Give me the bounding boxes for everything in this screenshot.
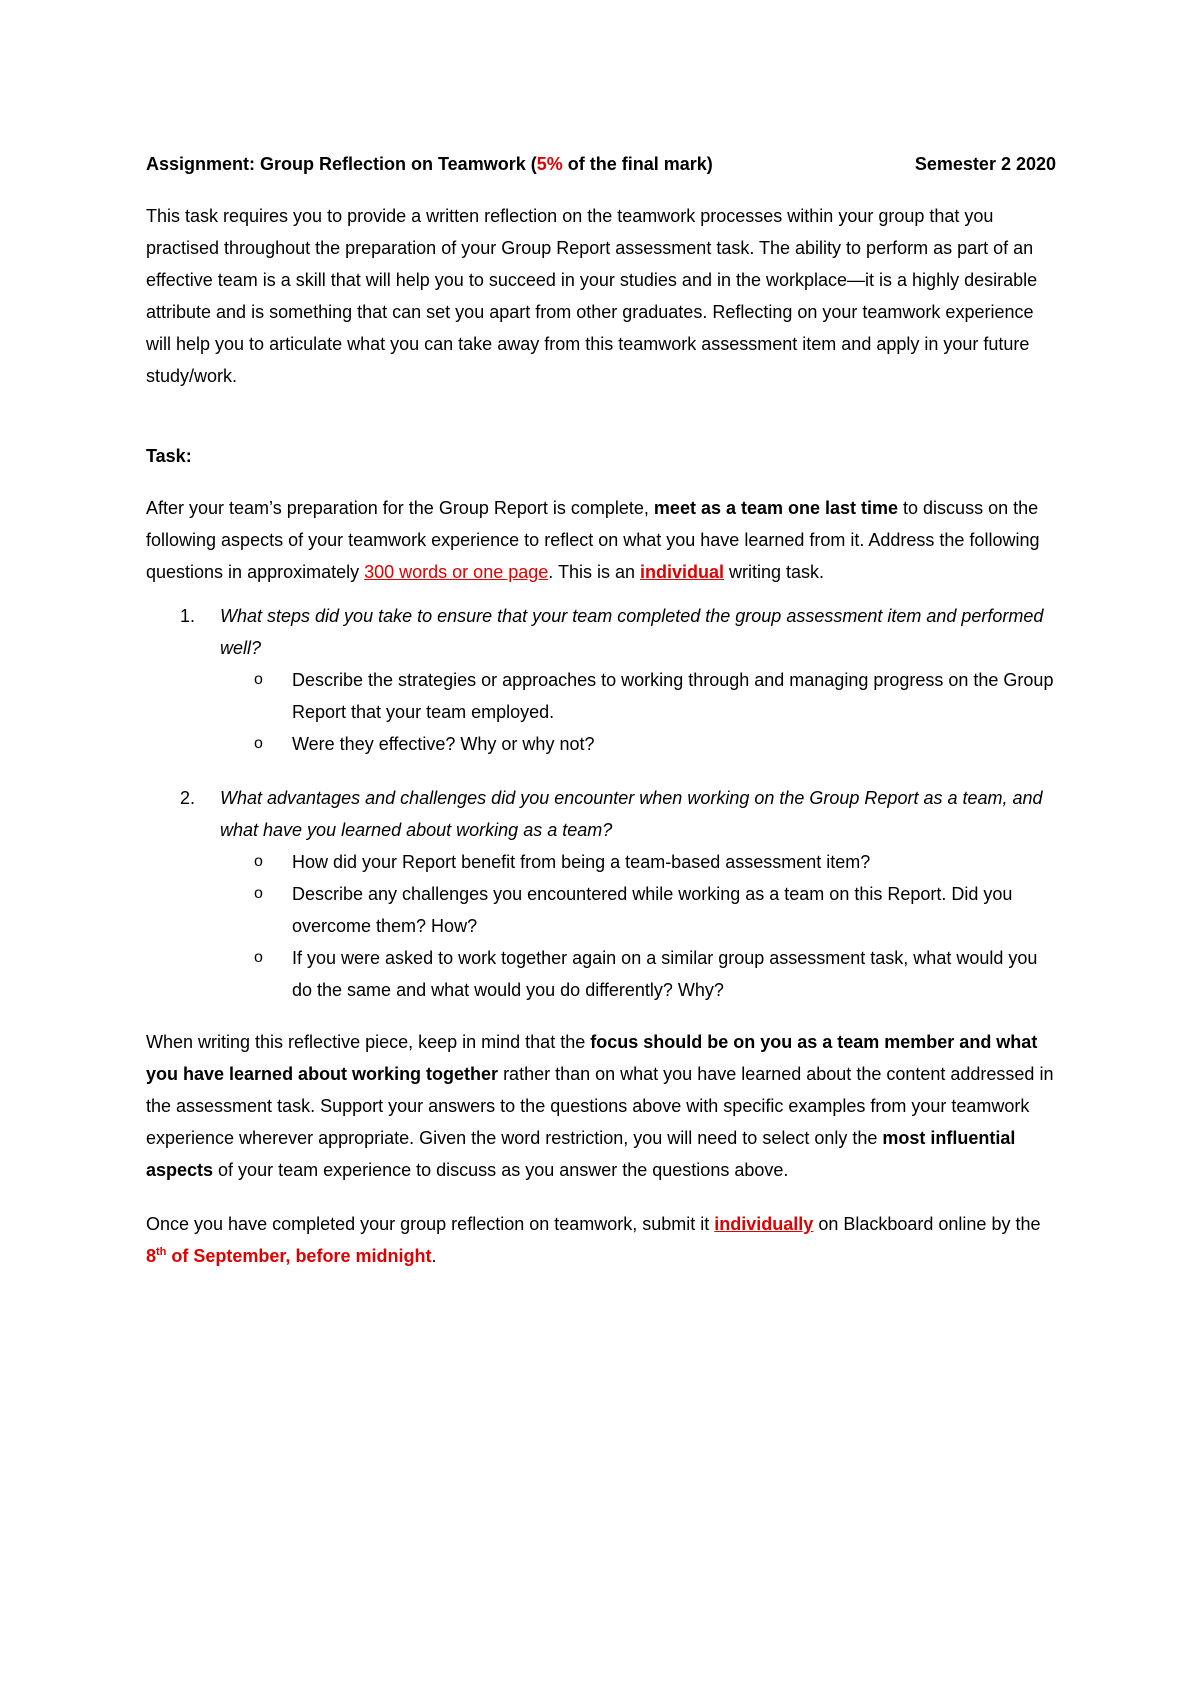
- assignment-title: Assignment: Group Reflection on Teamwork (5% of the final mark): [146, 154, 713, 174]
- sub-question-item: o How did your Report benefit from being a team-based assessment item?: [220, 846, 1056, 878]
- sub-question-item: o Describe any challenges you encountered while working as a team on this Report. Did you overcome them? How?: [220, 878, 1056, 942]
- individually-emphasis: individually: [714, 1214, 814, 1234]
- semester-label: Semester 2 2020: [914, 154, 1056, 174]
- mark-percentage: 5%: [536, 154, 563, 174]
- question-item: [146, 600, 1056, 760]
- sub-question-item: o Were they effective? Why or why not?: [220, 728, 1056, 760]
- bullet-icon: o: [254, 853, 263, 870]
- document-page: [146, 148, 1056, 1272]
- document-header: [146, 148, 1056, 180]
- sub-question-item: o If you were asked to work together again on a similar group assessment task, what would you do the same and what would you do differently? Why?: [220, 942, 1056, 1006]
- bullet-icon: o: [254, 735, 263, 752]
- question-number: 2.: [180, 788, 196, 808]
- question-text: What steps did you take to ensure that your team completed the group assessment item and performed well?: [220, 606, 1044, 658]
- bullet-icon: o: [254, 949, 263, 966]
- task-heading: Task:: [146, 446, 192, 466]
- sub-question-list: [220, 846, 1056, 1006]
- focus-emphasis: focus should be on you as a team member and what you have learned about working together: [146, 1032, 1038, 1084]
- individual-emphasis: individual: [639, 562, 724, 582]
- influential-emphasis: most influential aspects: [146, 1128, 1016, 1180]
- task-paragraph: After your team’s preparation for the Group Report is complete, meet as a team one last time to discuss on the following aspects of your teamwork experience to reflect on what you have learned from it. Address the following questions in approximately 300 words or one page. This is an individual writing task.: [146, 498, 1040, 582]
- word-limit: 300 words or one page: [364, 562, 549, 582]
- bullet-icon: o: [254, 885, 263, 902]
- question-number: 1.: [180, 606, 196, 626]
- meet-emphasis: meet as a team one last time: [653, 498, 899, 518]
- due-date: 8th of September, before midnight: [146, 1246, 432, 1266]
- bullet-icon: o: [254, 671, 263, 688]
- sub-question-item: o Describe the strategies or approaches to working through and managing progress on the Group Report that your team employed.: [220, 664, 1056, 728]
- question-list: [146, 600, 1056, 1006]
- question-text: What advantages and challenges did you encounter when working on the Group Report as a team, and what have you learned about working as a team?: [220, 788, 1043, 840]
- reflection-paragraph: When writing this reflective piece, keep in mind that the focus should be on you as a team member and what you have learned about working together rather than on what you have learned about the content addressed in the assessment task. Support your answers to the questions above with specific examples from your teamwork experience wherever appropriate. Given the word restriction, you will need to select only the most influential aspects of your team experience to discuss as you answer the questions above.: [146, 1032, 1054, 1180]
- question-item: [146, 782, 1056, 1006]
- sub-question-list: [220, 664, 1056, 760]
- submission-paragraph: Once you have completed your group reflection on teamwork, submit it individually on Blackboard online by the 8th of September, before midnight.: [146, 1214, 1041, 1266]
- intro-paragraph: This task requires you to provide a written reflection on the teamwork processes within your group that you practised throughout the preparation of your Group Report assessment task. The ability to perform as part of an effective team is a skill that will help you to succeed in your studies and in the workplace—it is a highly desirable attribute and is something that can set you apart from other graduates. Reflecting on your teamwork experience will help you to articulate what you can take away from this teamwork assessment item and apply in your future study/work.: [146, 206, 1038, 386]
